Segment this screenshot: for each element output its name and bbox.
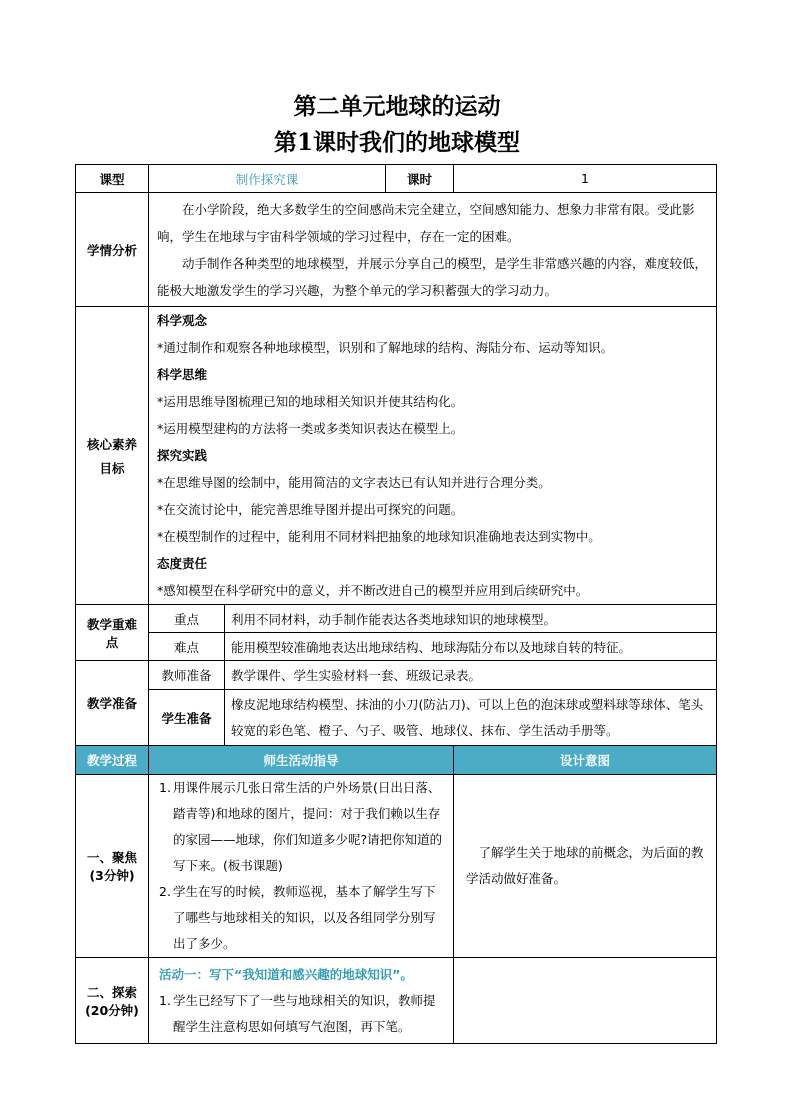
core-item: *在思维导图的绘制中，能用简洁的文字表达已有认知并进行合理分类。 [157, 475, 551, 490]
lesson-type-label: 课型 [76, 165, 149, 193]
hours-value: 1 [454, 165, 717, 193]
row-key-difficulty [76, 633, 717, 661]
learner-label: 学情分析 [76, 193, 149, 307]
hours-label: 课时 [386, 165, 454, 193]
list-number: 1. [159, 993, 171, 1008]
row-stage-focus [76, 775, 717, 958]
core-heading-thinking: 科学思维 [157, 367, 208, 382]
lesson-type-value: 制作探究课 [149, 165, 386, 193]
list-number: 1. [159, 780, 171, 795]
learner-paragraph-1: 在小学阶段，绝大多数学生的空间感尚未完全建立，空间感知能力、想象力非常有限。受此影响，学生在地球与宇宙科学领域的学习过程中，存在一定的困难。 [157, 201, 695, 244]
core-heading-attitude: 态度责任 [157, 556, 208, 571]
lesson-title: 第1课时我们的地球模型 [273, 129, 520, 156]
process-col-intent: 设计意图 [454, 746, 717, 775]
focus-text: 利用不同材料，动手制作能表达各类地球知识的地球模型。 [225, 605, 717, 633]
stage-focus-title: 一、聚焦 [86, 850, 137, 865]
list-item-text: 学生已经写下了一些与地球相关的知识，教师提醒学生注意构思如何填写气泡图，再下笔。 [173, 993, 436, 1034]
list-item-text: 学生在写的时候，教师巡视，基本了解学生写下了哪些与地球相关的知识，以及各组同学分别写出了多少。 [173, 884, 436, 951]
stage-explore-time: (20分钟) [85, 1002, 139, 1018]
stage-focus-intent: 了解学生关于地球的前概念，为后面的教学活动做好准备。 [454, 775, 717, 958]
teacher-prep-text: 教学课件、学生实验材料一套、班级记录表。 [225, 661, 717, 690]
row-stage-explore [76, 958, 717, 1044]
row-learner-analysis [76, 193, 717, 307]
core-label-line1: 核心素养 [86, 436, 137, 452]
stage-explore-title: 二、探索 [86, 984, 137, 1000]
list-item-text: 用课件展示几张日常生活的户外场景(日出日落、踏青等)和地球的图片，提问：对于我们赖以生存的家园——地球，你们知道多少呢?请把你知道的写下来。(板书课题) [173, 780, 443, 873]
focus-label: 重点 [149, 605, 225, 633]
row-key-focus [76, 605, 717, 633]
activity-title: 活动一：写下“我知道和感兴趣的地球知识”。 [159, 967, 413, 982]
core-heading-practice: 探究实践 [157, 448, 208, 463]
stage-explore-intent [454, 958, 717, 1044]
row-prep-teacher [76, 661, 717, 690]
lesson-plan-table [75, 164, 717, 1044]
core-item: *在模型制作的过程中，能利用不同材料把抽象的地球知识准确地表达到实物中。 [157, 529, 601, 544]
list-item [159, 775, 443, 879]
row-lesson-type [76, 165, 717, 193]
prep-label: 教学准备 [76, 661, 149, 746]
process-col-activity: 师生活动指导 [149, 746, 454, 775]
core-item: *运用思维导图梳理已知的地球相关知识并使其结构化。 [157, 394, 464, 409]
list-item [159, 988, 443, 1040]
list-item [159, 879, 443, 957]
student-prep-text: 橡皮泥地球结构模型、抹油的小刀(防沾刀)、可以上色的泡沫球或塑料球等球体、笔头较宽的彩色笔、橙子、勺子、吸管、地球仪、抹布、学生活动手册等。 [225, 690, 717, 746]
key-label: 教学重难点 [76, 605, 149, 661]
list-number: 2. [159, 884, 171, 899]
core-item: *通过制作和观察各种地球模型，识别和了解地球的结构、海陆分布、运动等知识。 [157, 340, 614, 355]
process-header [76, 746, 717, 775]
stage-focus-label [76, 775, 149, 958]
learner-paragraph-2: 动手制作各种类型的地球模型，并展示分享自己的模型，是学生非常感兴趣的内容，难度较低，能极大地激发学生的学习兴趣，为整个单元的学习积蓄强大的学习动力。 [157, 255, 708, 298]
row-prep-student [76, 690, 717, 746]
stage-explore-label [76, 958, 149, 1044]
core-heading-concept: 科学观念 [157, 313, 208, 328]
core-item: *运用模型建构的方法将一类或多类知识表达在模型上。 [157, 421, 464, 436]
core-item: *感知模型在科学研究中的意义，并不断改进自己的模型并应用到后续研究中。 [157, 583, 589, 598]
core-item: *在交流讨论中，能完善思维导图并提出可探究的问题。 [157, 502, 464, 517]
unit-title: 第二单元地球的运动 [293, 93, 501, 120]
teacher-prep-label: 教师准备 [149, 661, 225, 690]
stage-focus-time: (3分钟) [89, 868, 135, 883]
student-prep-label: 学生准备 [149, 690, 225, 746]
difficulty-label: 难点 [149, 633, 225, 661]
core-label [76, 307, 149, 605]
core-label-line2: 目标 [99, 460, 125, 476]
difficulty-text: 能用模型较准确地表达出地球结构、地球海陆分布以及地球自转的特征。 [225, 633, 717, 661]
row-core-goals [76, 307, 717, 605]
process-col-stage: 教学过程 [76, 746, 149, 775]
